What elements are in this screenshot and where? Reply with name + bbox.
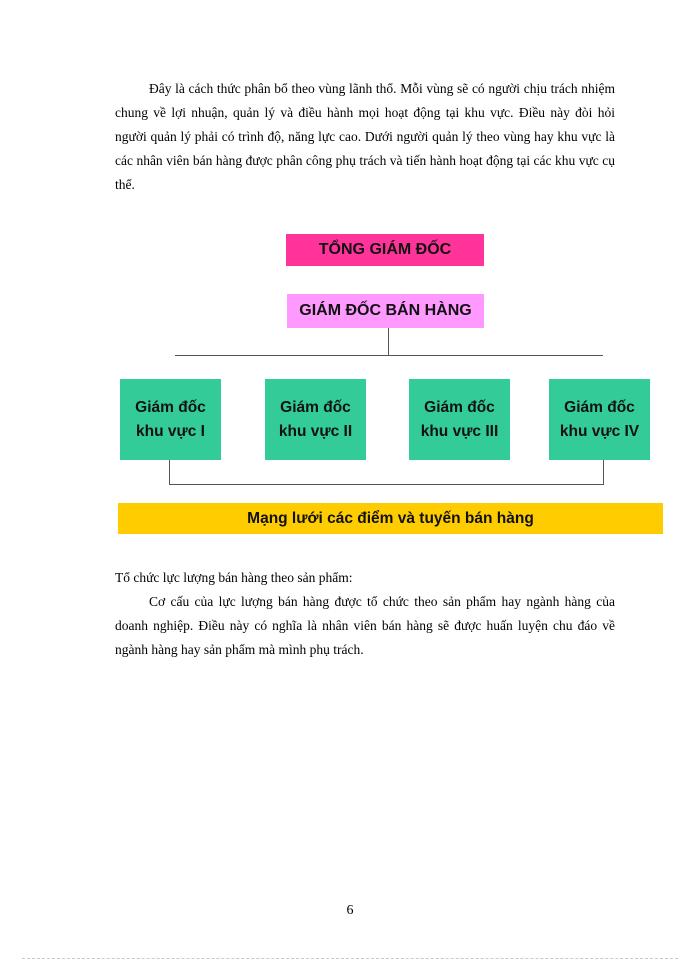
product-section-title: Tổ chức lực lượng bán hàng theo sản phẩm: — [115, 570, 353, 585]
connector-line — [175, 355, 603, 356]
region-label-line2: khu vực I — [136, 422, 205, 440]
connector-line — [169, 484, 604, 485]
connector-line — [603, 460, 604, 485]
region-label-line1: Giám đốc — [564, 398, 635, 416]
connector-line — [388, 328, 389, 355]
sales-network-box: Mạng lưới các điểm và tuyến bán hàng — [118, 503, 663, 534]
connector-line — [169, 460, 170, 485]
region-director-box-4 — [549, 379, 650, 460]
region-director-box-1 — [120, 379, 221, 460]
product-section-paragraph: Cơ cấu của lực lượng bán hàng được tổ chức theo sản phẩm hay ngành hàng của doanh nghiệp. Điều này có nghĩa là nhân viên bán hàng sẽ được huấn luyện chu đáo về ngành hàng hay sản phẩm mà mình phụ trách. — [115, 594, 615, 657]
region-director-box-3 — [409, 379, 510, 460]
region-label-line1: Giám đốc — [280, 398, 351, 416]
sales-director-box: GIÁM ĐỐC BÁN HÀNG — [287, 294, 484, 328]
region-label-line2: khu vực IV — [559, 422, 640, 440]
footer-divider — [22, 958, 678, 959]
region-label-line1: Giám đốc — [424, 398, 495, 416]
ceo-box: TỔNG GIÁM ĐỐC — [286, 234, 484, 266]
region-director-box-2 — [265, 379, 366, 460]
intro-paragraph: Đây là cách thức phân bổ theo vùng lãnh thổ. Mỗi vùng sẽ có người chịu trách nhiệm chung về lợi nhuận, quản lý và điều hành mọi hoạt động tại khu vực. Điều này đòi hỏi người quản lý phải có trình độ, năng lực cao. Dưới người quản lý theo vùng hay khu vực là các nhân viên bán hàng được phân công phụ trách và tiến hành hoạt động tại các khu vực cụ thể. — [115, 81, 615, 192]
region-label-line2: khu vực III — [420, 422, 499, 440]
region-label-line2: khu vực II — [278, 422, 353, 440]
region-label-line1: Giám đốc — [135, 398, 206, 416]
page-number: 6 — [346, 903, 354, 918]
